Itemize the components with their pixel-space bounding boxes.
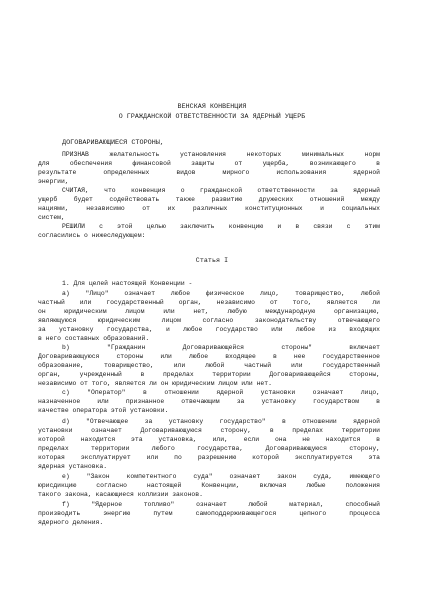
article-item-f-line: ядерного деления.: [38, 519, 104, 526]
article-item-c-line: назначенное или признанное отвечающим за установку государством в: [38, 398, 380, 405]
preamble-recognizing-line: ПРИЗНАВ желательность установления некоторых минимальных норм: [62, 151, 380, 158]
preamble-parties: ДОГОВАРИВАЮЩИЕСЯ СТОРОНЫ,: [62, 139, 164, 147]
article-item-e-line: e) "Закон компетентного суда" означает закон суда, имеющего: [62, 473, 380, 480]
preamble-resolved-line: согласились о нижеследующем:: [38, 232, 146, 239]
article-item-b-line: орган, учрежденный в пределах территории Договаривающейся стороны,: [38, 371, 380, 378]
preamble-considering-line: ущерб будет содействовать также развитию дружеских отношений между: [38, 196, 380, 203]
article-intro: 1. Для целей настоящей Конвенции -: [62, 280, 193, 287]
preamble-recognizing-line: для обеспечения финансовой защиты от ущерба, возникающего в: [38, 160, 380, 167]
article-item-d-line: которая эксплуатирует или по разрешению которой эксплуатируется эта: [38, 454, 380, 461]
article-item-f-line: f) "Ядерное топливо" означает любой материал, способный: [62, 501, 380, 508]
article-item-a-line: a) "Лицо" означает любое физическое лицо, товарищество, любой: [62, 290, 380, 297]
article-item-d-line: d) "Отвечающее за установку государство" в отношении ядерной: [62, 418, 380, 425]
article-item-d-line: которой находится эта установка, или, если она не находится в: [38, 436, 380, 443]
article-item-b-line: Договаривающуюся стороны или любое входящее в нее государственное: [38, 353, 380, 360]
document-subtitle: О ГРАЖДАНСКОЙ ОТВЕТСТВЕННОСТИ ЗА ЯДЕРНЫЙ УЩЕРБ: [118, 113, 306, 120]
article-item-d-line: пределах территории любого государства, Договаривающуюся сторону,: [38, 445, 380, 452]
preamble-considering-line: систем,: [38, 214, 65, 221]
article-heading: Статья I: [195, 257, 229, 264]
article-item-c-line: качестве оператора этой установки.: [38, 407, 169, 414]
article-item-e-line: такого закона, касающиеся коллизии законов.: [38, 491, 203, 498]
article-item-b-line: независимо от того, является ли он юридическим лицом или нет.: [38, 380, 272, 387]
preamble-considering-line: нациями, независимо от их различных конституционных и социальных: [38, 205, 380, 212]
document-title: ВЕНСКАЯ КОНВЕНЦИЯ: [177, 103, 247, 110]
article-item-b-line: b) "Гражданин Договаривающейся стороны" включает: [62, 344, 380, 351]
article-item-d-line: установки означает Договаривающуюся сторону, в пределах территории: [38, 427, 380, 434]
article-item-a-line: являющуюся юридическим лицом согласно законодательству отвечающего: [38, 317, 380, 324]
preamble-resolved-line: РЕШИЛИ с этой целью заключить конвенцию и в связи с этим: [62, 223, 380, 230]
article-item-a-line: он юридическим лицом или нет, любую международную организацию,: [38, 308, 380, 315]
article-item-a-line: частный или государственный орган, независимо от того, является ли: [38, 299, 380, 306]
article-item-a-line: в него составных образований.: [38, 335, 150, 342]
article-item-f-line: производить энергию путем самоподдерживающегося цепного процесса: [38, 510, 380, 517]
article-item-d-line: ядерная установка.: [38, 463, 108, 470]
article-item-c-line: c) "Оператор" в отношении ядерной установки означает лицо,: [62, 389, 380, 396]
preamble-considering-line: СЧИТАЯ, что конвенция о гражданской ответственности за ядерный: [62, 187, 380, 194]
article-item-e-line: юрисдикцию согласно настоящей Конвенции, включая любые положения: [38, 482, 380, 489]
article-item-b-line: образование, товарищество, или любой частный или государственный: [38, 362, 380, 369]
preamble-recognizing-line: результате определенных видов мирного использования ядерной: [38, 169, 380, 176]
article-item-a-line: за установку государства, и любое государство или любое из входящих: [38, 326, 380, 333]
preamble-recognizing-line: энергии,: [38, 178, 69, 185]
